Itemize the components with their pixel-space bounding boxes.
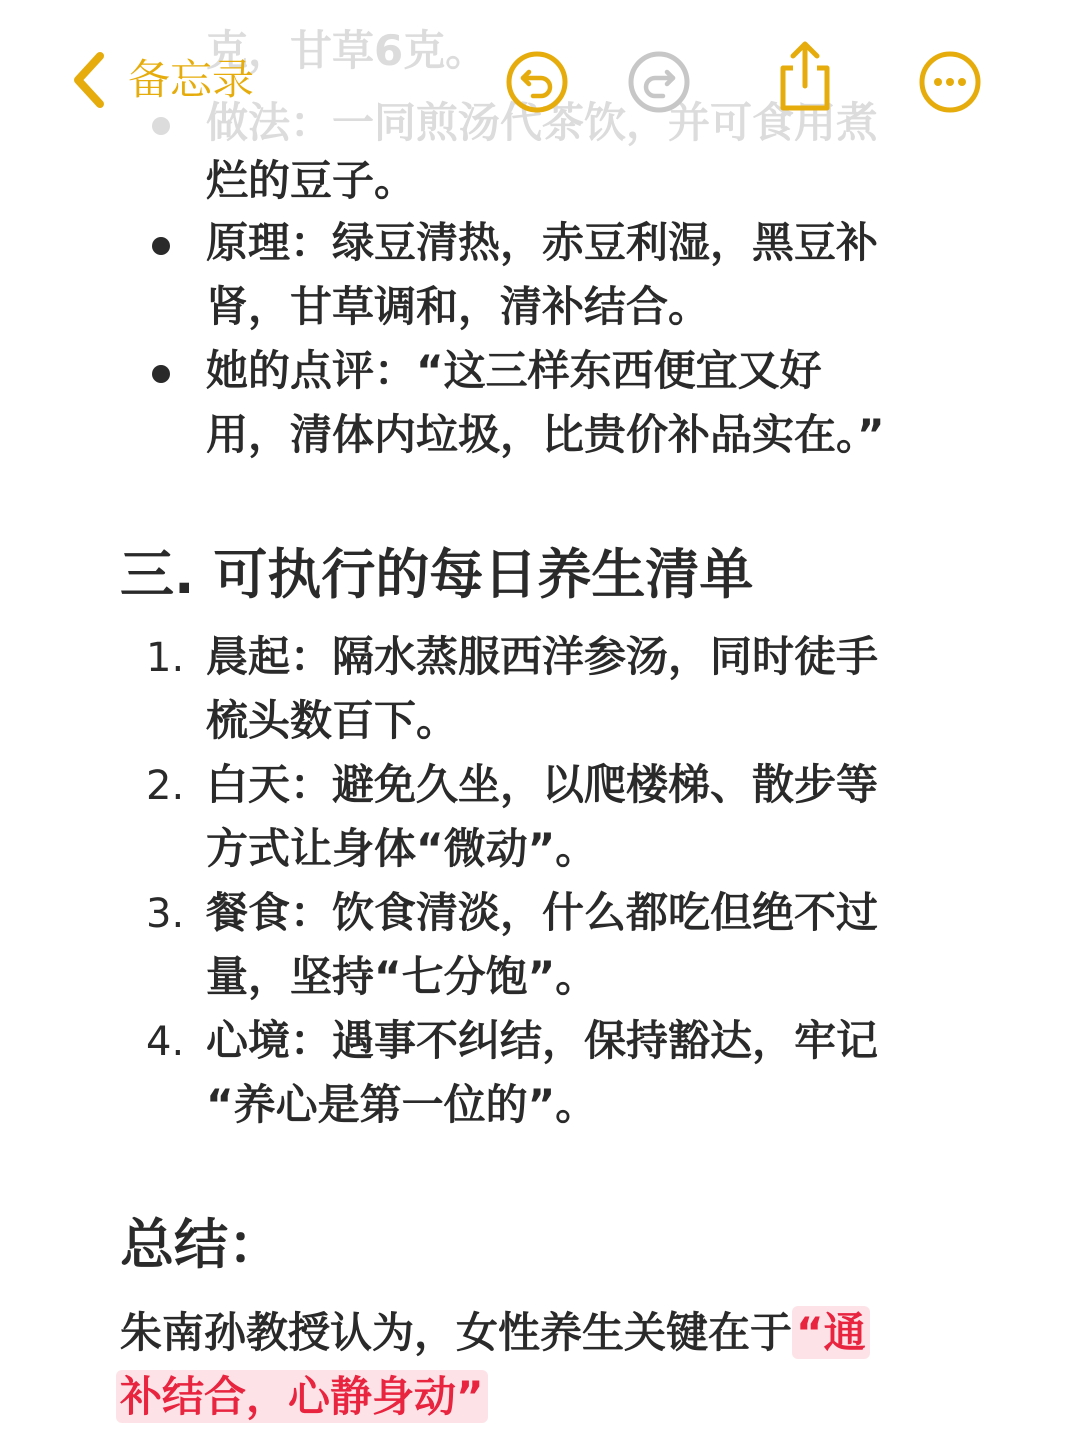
list-item-line: 心境：遇事不纠结，保持豁达，牢记 xyxy=(206,1016,879,1065)
bullet-text-line: 原理：绿豆清热，赤豆利湿，黑豆补 xyxy=(206,218,879,267)
bullet-dot xyxy=(152,365,170,383)
summary-highlight: 补结合，心静身动” xyxy=(116,1370,488,1423)
chevron-left-icon xyxy=(70,50,106,110)
summary-text-line xyxy=(120,1308,870,1357)
bullet-text-line: 用，清体内垃圾，比贵价补品实在。” xyxy=(206,410,885,459)
back-button[interactable] xyxy=(70,50,254,110)
faded-text-line: 做法：一同煎汤代茶饮，并可食用煮 xyxy=(206,98,879,147)
more-icon xyxy=(918,50,982,114)
summary-plain-text: 朱南孙教授认为，女性养生关键在于 xyxy=(120,1308,793,1357)
list-item-line: 梳头数百下。 xyxy=(206,696,459,745)
list-item-line: “养心是第一位的”。 xyxy=(206,1080,598,1129)
summary-heading: 总结： xyxy=(120,1213,282,1276)
list-item-line: 量，坚持“七分饱”。 xyxy=(206,952,598,1001)
list-number: 3. xyxy=(146,891,185,937)
list-item-line: 晨起：隔水蒸服西洋参汤，同时徒手 xyxy=(206,632,879,681)
redo-button[interactable] xyxy=(627,50,691,114)
list-number: 2. xyxy=(146,763,185,809)
bullet-text-line: 她的点评：“这三样东西便宜又好 xyxy=(206,346,822,395)
list-number: 1. xyxy=(146,635,185,681)
faded-text-line: 克，甘草6克。 xyxy=(206,26,488,75)
share-icon xyxy=(775,40,835,114)
summary-highlight: “通 xyxy=(792,1306,870,1359)
undo-button[interactable] xyxy=(505,50,569,114)
more-button[interactable] xyxy=(918,50,982,114)
list-number: 4. xyxy=(146,1019,185,1065)
bullet-text-line: 肾，甘草调和，清补结合。 xyxy=(206,282,711,331)
summary-text-line xyxy=(116,1372,488,1421)
redo-icon xyxy=(627,50,691,114)
notes-toolbar xyxy=(0,0,1080,150)
section-heading: 三. 可执行的每日养生清单 xyxy=(120,543,754,606)
list-item-line: 餐食：饮食清淡，什么都吃但绝不过 xyxy=(206,888,879,937)
list-item-line: 方式让身体“微动”。 xyxy=(206,824,598,873)
bullet-text-line: 烂的豆子。 xyxy=(206,156,417,205)
list-item-line: 白天：避免久坐，以爬楼梯、散步等 xyxy=(206,760,879,809)
share-button[interactable] xyxy=(775,40,835,114)
bullet-dot xyxy=(152,237,170,255)
back-label: 备忘录 xyxy=(128,55,255,104)
undo-icon xyxy=(505,50,569,114)
